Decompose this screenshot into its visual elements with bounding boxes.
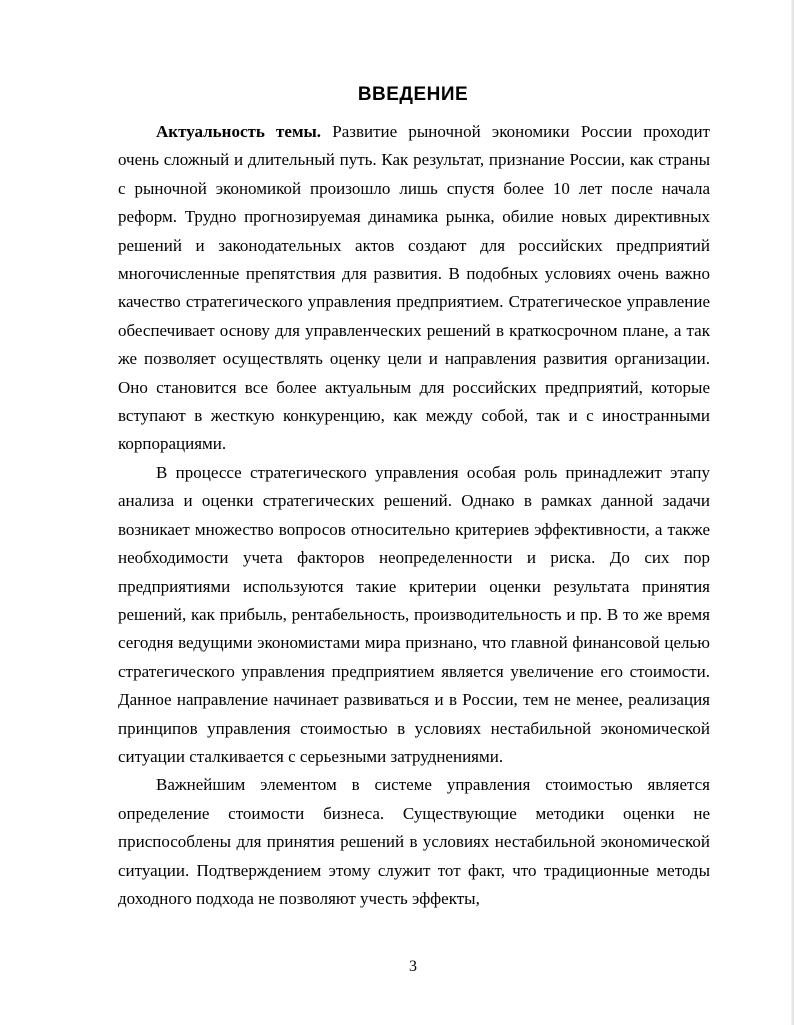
body-text bbox=[118, 118, 710, 913]
paragraph-lead: Актуальность темы. bbox=[156, 122, 322, 141]
paragraph-business-valuation: Важнейшим элементом в системе управления стоимостью является определение стоимости бизнеса. Существующие методики оценки не приспособлены для принятия решений в условиях нестабильной экономической ситуации. Подтверждением этому служит тот факт, что традиционные методы доходного подхода не позволяют учесть эффекты, bbox=[118, 775, 710, 908]
page-title: ВВЕДЕНИЕ bbox=[357, 84, 469, 105]
paragraph-relevance bbox=[118, 118, 710, 459]
page-number: 3 bbox=[409, 958, 417, 975]
paragraph-strategic-management: В процессе стратегического управления особая роль принадлежит этапу анализа и оценки стратегических решений. Однако в рамках данной задачи возникает множество вопросов относительно критериев эффективности, а также необходимости учета факторов неопределенности и риска. До сих пор предприятиями используются такие критерии оценки результата принятия решений, как прибыль, рентабельность, производительность и пр. В то же время сегодня ведущими экономистами мира признано, что главной финансовой целью стратегического управления предприятием является увеличение его стоимости. Данное направление начинает развиваться и в России, тем не менее, реализация принципов управления стоимостью в условиях нестабильной экономической ситуации сталкивается с серьезными затруднениями. bbox=[118, 462, 710, 766]
paragraph-text: Развитие рыночной экономики России проходит очень сложный и длительный путь. Как результат, признание России, как страны с рыночной экономикой произошло лишь спустя более 10 лет после начала реформ. Трудно прогнозируемая динамика рынка, обилие новых директивных решений и законодательных актов создают для российских предприятий многочисленные препятствия для развития. В подобных условиях очень важно качество стратегического управления предприятием. Стратегическое управление обеспечивает основу для управленческих решений в краткосрочном плане, а так же позволяет осуществлять оценку цели и направления развития организации. Оно становится все более актуальным для российских предприятий, которые вступают в жесткую конкуренцию, как между собой, так и с иностранными корпорациями. bbox=[118, 122, 710, 454]
